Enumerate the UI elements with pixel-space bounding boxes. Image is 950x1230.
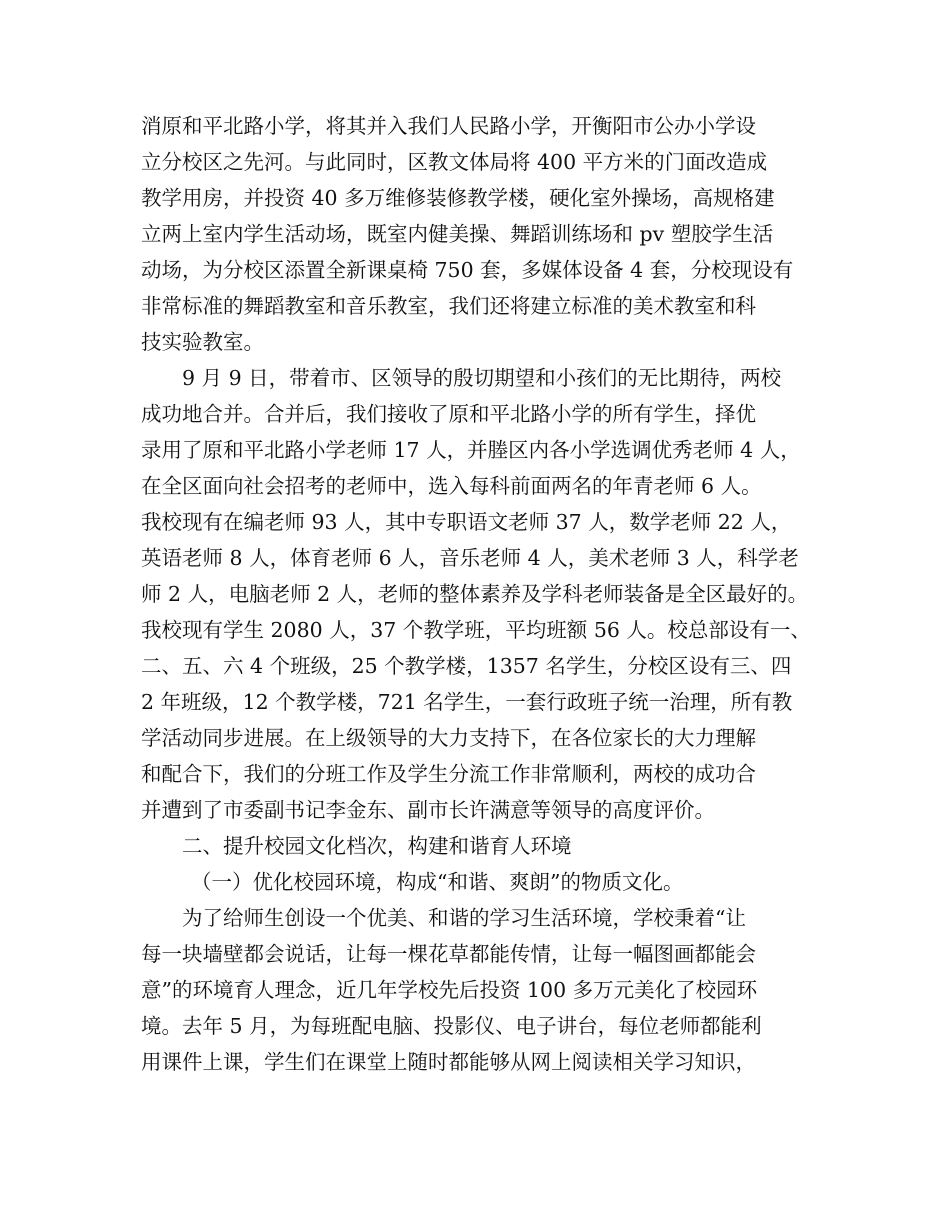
text-line: 在全区面向社会招考的老师中，选入每科前面两名的年青老师 6 人。 [141, 474, 762, 498]
text-line: 我校现有在编老师 93 人，其中专职语文老师 37 人，数学老师 22 人， [141, 510, 792, 534]
text-line: 境。去年 5 月，为每班配电脑、投影仪、电子讲台，每位老师都能利 [141, 1014, 762, 1038]
text-line: 2 年班级，12 个教学楼，721 名学生，一套行政班子统一治理，所有教 [141, 690, 793, 714]
text-line: 学活动同步进展。在上级领导的大力支持下，在各位家长的大力理解 [141, 726, 756, 750]
text-line: 立两上室内学生活动场，既室内健美操、舞蹈训练场和 pv 塑胶学生活 [141, 222, 774, 246]
text-line: 技实验教室。 [141, 330, 264, 354]
text-line: 立分校区之先河。与此同时，区教文体局将 400 平方米的门面改造成 [141, 150, 768, 174]
text-line: 用课件上课，学生们在课堂上随时都能够从网上阅读相关学习知识， [141, 1050, 756, 1074]
text-line: 意”的环境育人理念，近几年学校先后投资 100 多万元美化了校园环 [141, 978, 758, 1002]
section-heading: 二、提升校园文化档次，构建和谐育人环境 [182, 834, 572, 858]
body-text [141, 108, 821, 1080]
text-line: 教学用房，并投资 40 多万维修装修教学楼，硬化室外操场，高规格建 [141, 186, 775, 210]
text-line: 每一块墙壁都会说话，让每一棵花草都能传情，让每一幅图画都能会 [141, 942, 756, 966]
subsection-heading: （一）优化校园环境，构成“和谐、爽朗”的物质文化。 [191, 870, 684, 894]
text-line: 师 2 人，电脑老师 2 人，老师的整体素养及学科老师装备是全区最好的。 [141, 582, 809, 606]
text-line: 二、五、六 4 个班级，25 个教学楼，1357 名学生，分校区设有三、四 [141, 654, 792, 678]
text-line: 和配合下，我们的分班工作及学生分流工作非常顺利，两校的成功合 [141, 762, 756, 786]
text-line: 非常标准的舞蹈教室和音乐教室，我们还将建立标准的美术教室和科 [141, 294, 756, 318]
paragraph-start-line: 为了给师生创设一个优美、和谐的学习生活环境，学校秉着“让 [182, 906, 746, 930]
text-line: 并遭到了市委副书记李金东、副市长许满意等领导的高度评价。 [141, 798, 715, 822]
text-line: 成功地合并。合并后，我们接收了原和平北路小学的所有学生，择优 [141, 402, 756, 426]
text-line: 录用了原和平北路小学老师 17 人，并塍区内各小学选调优秀老师 4 人， [141, 438, 801, 462]
text-line: 消原和平北路小学，将其并入我们人民路小学，开衡阳市公办小学设 [141, 114, 756, 138]
text-line: 动场，为分校区添置全新课桌椅 750 套，多媒体设备 4 套，分校现设有 [141, 258, 794, 282]
text-line: 英语老师 8 人，体育老师 6 人，音乐老师 4 人，美术老师 3 人，科学老 [141, 546, 799, 570]
text-line: 我校现有学生 2080 人，37 个教学班，平均班额 56 人。校总部设有一、 [141, 618, 811, 642]
paragraph-start-line: 9 月 9 日，带着市、区领导的殷切期望和小孩们的无比期待，两校 [182, 366, 782, 390]
